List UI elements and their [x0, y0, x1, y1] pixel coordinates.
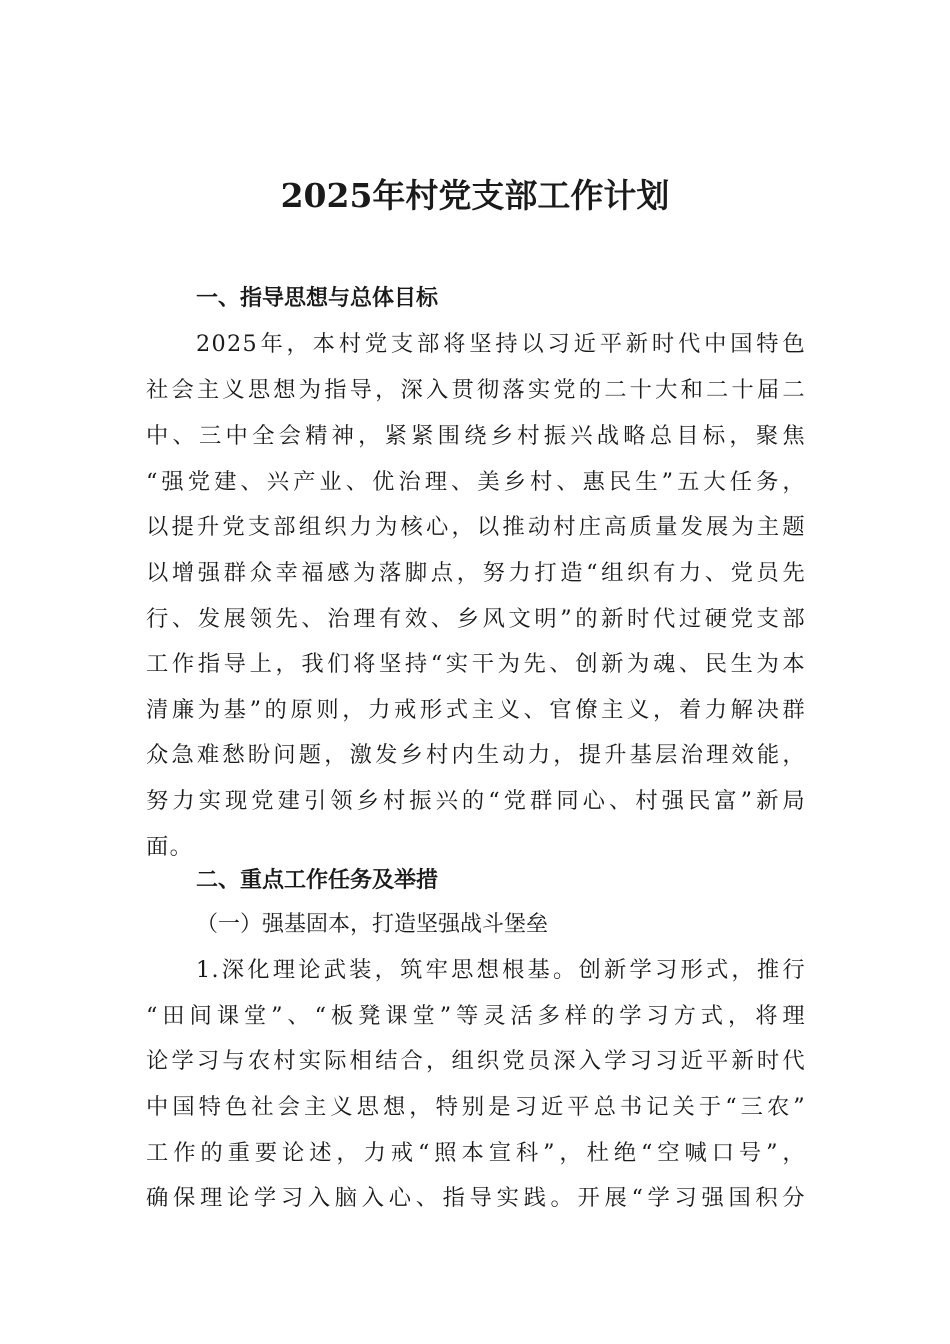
paragraph-line: 中国特色社会主义思想，特别是习近平总书记关于“三农” — [146, 1094, 806, 1120]
paragraph-line: 社会主义思想为指导，深入贯彻落实党的二十大和二十届二 — [146, 377, 806, 403]
paragraph-line: 中、三中全会精神，紧紧围绕乡村振兴战略总目标，聚焦 — [146, 423, 806, 449]
section-heading-key-tasks: 二、重点工作任务及举措 — [196, 868, 439, 893]
paragraph-line: 2025年，本村党支部将坚持以习近平新时代中国特色 — [196, 331, 806, 357]
paragraph-line: 努力实现党建引领乡村振兴的“党群同心、村强民富”新局 — [146, 788, 806, 814]
paragraph-line: 工作的重要论述，力戒“照本宣科”，杜绝“空喊口号”， — [146, 1140, 806, 1166]
paragraph-line: 论学习与农村实际相结合，组织党员深入学习习近平新时代 — [146, 1048, 806, 1074]
paragraph-line: 以提升党支部组织力为核心，以推动村庄高质量发展为主题 — [146, 514, 806, 540]
subsection-heading: （一）强基固本，打造坚强战斗堡垒 — [196, 912, 549, 937]
paragraph-line: 面。 — [146, 834, 194, 860]
paragraph-line: 1.深化理论武装，筑牢思想根基。创新学习形式，推行 — [196, 957, 806, 983]
paragraph-line: 行、发展领先、治理有效、乡风文明”的新时代过硬党支部 — [146, 606, 806, 632]
paragraph-line: “田间课堂”、“板凳课堂”等灵活多样的学习方式，将理 — [146, 1003, 806, 1029]
paragraph-line: 清廉为基”的原则，力戒形式主义、官僚主义，着力解决群 — [146, 697, 806, 723]
section-heading-guiding-thought: 一、指导思想与总体目标 — [196, 286, 439, 311]
paragraph-line: 工作指导上，我们将坚持“实干为先、创新为魂、民生为本 — [146, 651, 806, 677]
paragraph-line: 众急难愁盼问题，激发乡村内生动力，提升基层治理效能， — [146, 742, 806, 768]
paragraph-line: 确保理论学习入脑入心、指导实践。开展“学习强国积分 — [146, 1185, 806, 1211]
paragraph-line: “强党建、兴产业、优治理、美乡村、惠民生”五大任务， — [146, 469, 806, 495]
paragraph-line: 以增强群众幸福感为落脚点，努力打造“组织有力、党员先 — [146, 560, 806, 586]
document-title: 2025年村党支部工作计划 — [280, 176, 670, 215]
